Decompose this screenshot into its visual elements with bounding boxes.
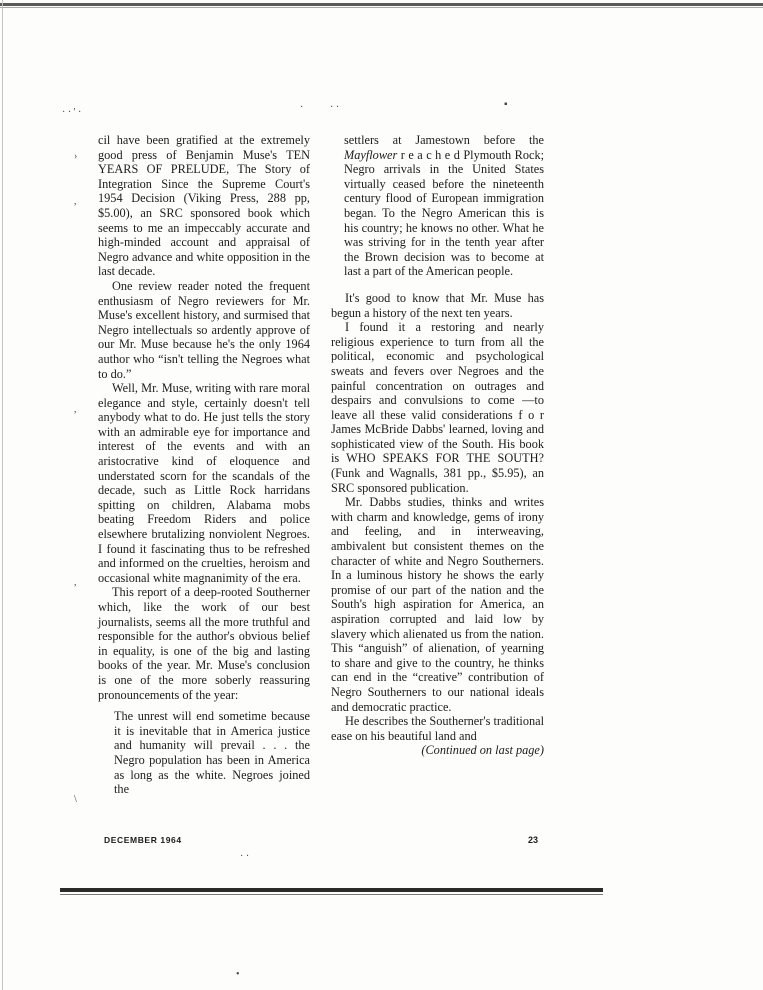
paragraph: Mr. Dabbs studies, thinks and writes with charm and knowledge, gems of irony and feeling, and in interweaving, ambivalent but consistent themes on the character of white and Negro Southerners. In a luminous history he shows the early promise of our part of the nation and the South's high aspiration for America, an aspiration corrupted and laid low by slavery which alienated us from the nation. This “anguish” of alienation, of yearning to share and give to the country, he thinks can end in the “creative” contribution of Negro Southerners to our national ideals and democratic practice. bbox=[331, 495, 544, 714]
italic-title: Mayflower bbox=[344, 147, 398, 162]
right-column bbox=[331, 133, 544, 758]
continued-text: (Continued on last page) bbox=[421, 743, 544, 758]
scan-speck: · · bbox=[330, 102, 340, 113]
bottom-rule-thin bbox=[60, 894, 603, 895]
scan-speck: · · ' · bbox=[62, 107, 82, 118]
paragraph: I found it a restoring and nearly religious experience to turn from all the political, economic and psychological sweats and fevers over Negroes and the painful concentration on outrages and despairs and convulsions to come —to leave all these valid considerations f o r James McBride Dabbs' learned, loving and sophisticated view of the South. His book is WHO SPEAKS FOR THE SOUTH? (Funk and Wagnalls, 381 pp., $5.95), an SRC sponsored publication. bbox=[331, 320, 544, 495]
paragraph: It's good to know that Mr. Muse has begun a history of the next ten years. bbox=[331, 290, 544, 320]
scan-speck: \ bbox=[74, 794, 77, 805]
bottom-rule bbox=[60, 888, 603, 892]
paragraph: He describes the Southerner's traditional ease on his beautiful land and bbox=[331, 714, 544, 743]
scan-speck: · · bbox=[240, 851, 250, 862]
continued-note bbox=[331, 743, 544, 758]
page-number: 23 bbox=[528, 835, 539, 845]
scan-speck: › bbox=[74, 151, 78, 162]
paragraph: One review reader noted the frequent enthusiasm of Negro reviewers for Mr. Muse's excellent history, and surmised that Negro intellectuals so ardently approve of our Mr. Muse because he's the only 1964 author who “isn't telling the Negroes what to do.” bbox=[98, 278, 310, 381]
top-rule bbox=[0, 3, 763, 6]
scan-speck: , bbox=[74, 196, 77, 207]
scan-speck: , bbox=[74, 404, 77, 415]
text-run: r e a c h e d bbox=[400, 147, 460, 162]
paragraph bbox=[331, 133, 544, 279]
paragraph: Well, Mr. Muse, writing with rare moral elegance and style, certainly doesn't tell anybody what to do. He just tells the story with an admirable eye for importance and interest of the events and with an aristocrative kind of eloquence and understated scorn for the scandals of the decade, such as Little Rock harridans spitting on children, Alabama mobs beating Freedom Riders and police elsewhere brutalizing nonviolent Negroes. I found it fascinating thus to be refreshed and informed on the cruelties, heroism and occasional white magnanimity of the era. bbox=[98, 381, 310, 585]
paragraph: cil have been gratified at the extremely good press of Benjamin Muse's TEN YEARS OF PRELUDE, The Story of Integration Since the Supreme Court's 1954 Decision (Viking Press, 288 pp, $5.00), an SRC sponsored book which seems to me an impeccably accurate and high-minded account and appraisal of Negro advance and white opposition in the last decade. bbox=[98, 133, 310, 279]
scan-speck: , bbox=[74, 577, 77, 588]
paragraph: This report of a deep-rooted Southerner which, like the work of our best journalists, seems all the more truthful and responsible for the author's obvious belief in equality, is one of the big and lasting books of the year. Mr. Muse's conclusion is one of the more soberly reassuring pronouncements of the year: bbox=[98, 585, 310, 702]
top-rule-thin bbox=[0, 7, 763, 8]
text-run: settlers at Jamestown before the bbox=[344, 133, 544, 147]
scan-speck: • bbox=[236, 969, 240, 980]
scan-speck: · bbox=[300, 102, 304, 113]
text-run: Plymouth Rock; Negro arrivals in the United States virtually ceased before the nineteenth century flood of European immigration began. To the Negro American this is his country; he knows no other. What he was striving for in the tenth year after the Brown decision was to become at last a part of the American people. bbox=[344, 147, 545, 279]
footer-date: DECEMBER 1964 bbox=[104, 835, 182, 845]
block-quote: The unrest will end sometime because it is inevitable that in America justice and humanity will prevail . . . the Negro population has been in America as long as the white. Negroes joined the bbox=[114, 709, 310, 797]
left-edge-line bbox=[2, 0, 3, 990]
left-column bbox=[98, 133, 310, 797]
scan-speck: ▪ bbox=[504, 99, 508, 110]
